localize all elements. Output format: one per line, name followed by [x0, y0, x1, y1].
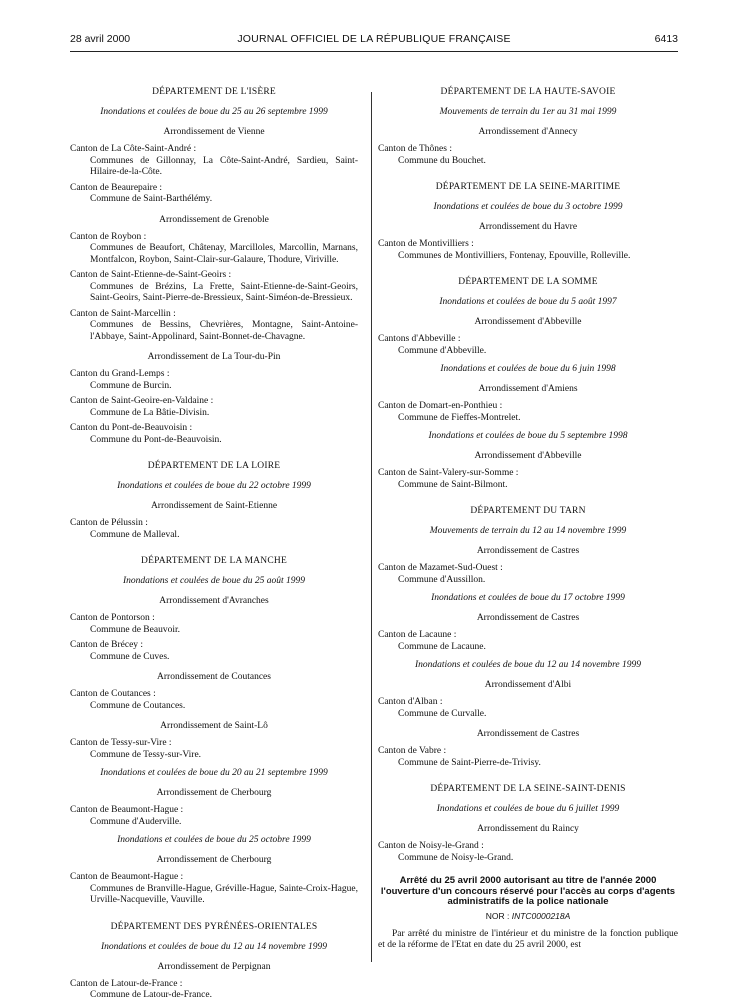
arrondissement-heading: Arrondissement de La Tour-du-Pin [147, 352, 281, 362]
communes-list: Communes de Branville-Hague, Gréville-Hague, Sainte-Croix-Hague, Urville-Nacqueville, Vauville. [90, 883, 358, 905]
journal-title: JOURNAL OFFICIEL DE LA RÉPUBLIQUE FRANÇAISE [237, 33, 511, 45]
communes-list: Commune de Malleval. [90, 529, 180, 540]
arrondissement-heading: Arrondissement d'Amiens [478, 384, 578, 394]
arrondissement-heading: Arrondissement de Perpignan [157, 961, 271, 972]
canton-name: Canton de Noisy-le-Grand : [378, 841, 484, 851]
arrondissement-heading: Arrondissement d'Annecy [478, 127, 578, 137]
communes-list: Commune de La Bâtie-Divisin. [90, 407, 210, 418]
communes-list: Commune d'Abbeville. [398, 345, 487, 356]
arrondissement-heading: Arrondissement de Cherbourg [156, 788, 272, 798]
issue-date: 28 avril 2000 [70, 33, 131, 45]
canton-entry [378, 401, 678, 424]
canton-name: Canton de Pontorson : [70, 613, 155, 623]
canton-entry [70, 805, 358, 828]
header-rule [70, 51, 678, 52]
canton-entry [70, 232, 358, 267]
communes-list: Commune de Latour-de-France. [90, 990, 212, 1000]
right-column [378, 58, 678, 952]
event-heading: Inondations et coulées de boue du 22 octobre 1999 [117, 481, 311, 491]
canton-name: Canton de Beaumont-Hague : [70, 872, 184, 882]
left-column [70, 58, 358, 1006]
event-heading: Inondations et coulées de boue du 5 septembre 1998 [428, 431, 628, 441]
canton-entry [378, 334, 678, 357]
event-heading: Inondations et coulées de boue du 3 octobre 1999 [433, 202, 623, 212]
canton-entry [70, 979, 358, 1002]
canton-entry [70, 144, 358, 179]
department-heading: DÉPARTEMENT DE LA HAUTE-SAVOIE [440, 87, 616, 97]
event-heading: Inondations et coulées de boue du 12 au 14 novembre 1999 [414, 660, 642, 670]
canton-name: Canton de Roybon : [70, 231, 147, 242]
communes-list: Communes de Brézins, La Frette, Saint-Etienne-de-Saint-Geoirs, Saint-Geoirs, Saint-Pierre-de-Bressieux, Saint-Siméon-de-Bressieux. [90, 281, 358, 303]
communes-list: Commune du Pont-de-Beauvoisin. [90, 434, 222, 445]
nor-label: NOR : [485, 910, 510, 921]
event-heading: Mouvements de terrain du 1er au 31 mai 1999 [439, 107, 617, 117]
event-heading: Inondations et coulées de boue du 25 août 1999 [122, 576, 306, 586]
canton-entry [378, 563, 678, 586]
canton-entry [70, 872, 358, 907]
page-header [70, 33, 678, 49]
arrondissement-heading: Arrondissement d'Avranches [159, 596, 269, 606]
canton-name: Canton de Saint-Etienne-de-Saint-Geoirs : [70, 270, 232, 280]
communes-list: Communes de Montivilliers, Fontenay, Epouville, Rolleville. [398, 250, 631, 261]
communes-list: Commune d'Auderville. [90, 816, 182, 827]
canton-name: Cantons d'Abbeville : [378, 334, 461, 344]
nor-code: INTC0000218A [511, 910, 571, 921]
canton-entry [70, 396, 358, 419]
department-heading: DÉPARTEMENT DE LA SOMME [458, 277, 598, 287]
communes-list: Commune de Lacaune. [398, 641, 486, 652]
canton-entry [70, 309, 358, 344]
canton-entry [70, 423, 358, 446]
arrondissement-heading: Arrondissement de Coutances [157, 672, 271, 682]
arrondissement-heading: Arrondissement de Castres [476, 729, 580, 739]
communes-list: Commune du Bouchet. [398, 155, 486, 166]
communes-list: Commune de Tessy-sur-Vire. [90, 749, 202, 760]
canton-entry [378, 239, 678, 262]
arrondissement-heading: Arrondissement de Saint-Etienne [150, 501, 278, 511]
arrondissement-heading: Arrondissement de Vienne [163, 127, 265, 137]
page-number: 6413 [654, 33, 678, 45]
communes-list: Communes de Beaufort, Châtenay, Marcilloles, Marcollin, Marnans, Montfalcon, Roybon, Saint-Clair-sur-Galaure, Thodure, Viriville. [90, 243, 358, 265]
canton-name: Canton de Thônes : [378, 144, 452, 154]
canton-name: Canton de Vabre : [378, 746, 447, 756]
canton-name: Canton de Pélussin : [70, 518, 148, 528]
canton-name: Canton de Tessy-sur-Vire : [70, 738, 172, 748]
event-heading: Inondations et coulées de boue du 12 au 14 novembre 1999 [100, 941, 328, 952]
department-heading: DÉPARTEMENT DE L'ISÈRE [152, 87, 276, 97]
canton-name: Canton du Grand-Lemps : [70, 369, 170, 379]
arrondissement-heading: Arrondissement du Havre [478, 222, 578, 232]
canton-name: Canton de Saint-Marcellin : [70, 308, 176, 319]
department-heading: DÉPARTEMENT DE LA SEINE-SAINT-DENIS [430, 784, 626, 794]
canton-entry [70, 640, 358, 663]
communes-list: Commune de Fieffes-Montrelet. [398, 412, 521, 423]
arrete-title: Arrêté du 25 avril 2000 autorisant au titre de l'année 2000 l'ouverture d'un concours réservé pour l'accès au corps d'agents administratifs de la police nationale [380, 875, 676, 907]
communes-list: Communes de Gillonnay, La Côte-Saint-André, Sardieu, Saint-Hilaire-de-la-Côte. [90, 155, 358, 177]
event-heading: Inondations et coulées de boue du 6 juin 1998 [440, 364, 616, 374]
department-heading: DÉPARTEMENT DE LA LOIRE [147, 461, 281, 471]
event-heading: Mouvements de terrain du 12 au 14 novembre 1999 [429, 526, 627, 536]
canton-entry [378, 746, 678, 769]
canton-entry [378, 144, 678, 167]
department-heading: DÉPARTEMENT DE LA SEINE-MARITIME [435, 182, 621, 192]
communes-list: Commune de Noisy-le-Grand. [398, 852, 514, 863]
canton-name: Canton de Saint-Geoire-en-Valdaine : [70, 396, 214, 406]
canton-name: Canton de Domart-en-Ponthieu : [378, 401, 503, 411]
canton-entry [70, 369, 358, 392]
communes-list: Commune de Saint-Bilmont. [398, 479, 508, 490]
event-heading: Inondations et coulées de boue du 25 au 26 septembre 1999 [100, 107, 328, 117]
arrondissement-heading: Arrondissement de Saint-Lô [160, 721, 268, 731]
arrondissement-heading: Arrondissement d'Albi [484, 680, 572, 690]
communes-list: Commune de Curvalle. [398, 708, 487, 719]
arrondissement-heading: Arrondissement d'Abbeville [474, 317, 582, 327]
canton-name: Canton de Coutances : [70, 689, 156, 699]
canton-entry [378, 468, 678, 491]
arrondissement-heading: Arrondissement de Castres [476, 546, 580, 556]
canton-name: Canton de Beaumont-Hague : [70, 805, 184, 815]
canton-name: Canton d'Alban : [378, 697, 443, 707]
communes-list: Commune de Saint-Barthélémy. [90, 194, 213, 204]
department-heading: DÉPARTEMENT DES PYRÉNÉES-ORIENTALES [110, 921, 318, 932]
nor-reference [378, 911, 678, 921]
canton-name: Canton de Mazamet-Sud-Ouest : [378, 563, 503, 573]
arrete-body: Par arrêté du ministre de l'intérieur et du ministre de la fonction publique et de la réforme de l'Etat en date du 25 avril 2000, est [378, 928, 678, 950]
right-column-list [378, 86, 678, 864]
canton-name: Canton de La Côte-Saint-André : [70, 144, 197, 154]
communes-list: Commune de Coutances. [90, 700, 186, 711]
canton-entry [70, 738, 358, 761]
canton-entry [378, 630, 678, 653]
arrondissement-heading: Arrondissement d'Abbeville [474, 451, 582, 461]
canton-name: Canton de Montivilliers : [378, 239, 474, 249]
canton-name: Canton de Saint-Valery-sur-Somme : [378, 468, 519, 478]
canton-name: Canton de Lacaune : [378, 630, 457, 640]
event-heading: Inondations et coulées de boue du 25 octobre 1999 [117, 835, 311, 845]
canton-entry [70, 689, 358, 712]
canton-name: Canton de Brécey : [70, 640, 144, 650]
canton-entry [378, 841, 678, 864]
canton-name: Canton de Latour-de-France : [70, 978, 183, 989]
column-divider [371, 92, 372, 962]
arrondissement-heading: Arrondissement de Grenoble [159, 214, 269, 225]
canton-entry [70, 518, 358, 541]
arrondissement-heading: Arrondissement du Raincy [477, 824, 579, 834]
communes-list: Communes de Bessins, Chevrières, Montagne, Saint-Antoine-l'Abbaye, Saint-Appolinard, Saint-Bonnet-de-Chavagne. [90, 320, 358, 342]
canton-entry [378, 697, 678, 720]
canton-name: Canton du Pont-de-Beauvoisin : [70, 423, 193, 433]
arrondissement-heading: Arrondissement de Castres [476, 613, 580, 623]
canton-name: Canton de Beaurepaire : [70, 182, 163, 193]
arrondissement-heading: Arrondissement de Cherbourg [156, 855, 272, 865]
communes-list: Commune de Cuves. [90, 651, 170, 662]
communes-list: Commune de Burcin. [90, 380, 172, 391]
canton-entry [70, 613, 358, 636]
communes-list: Commune de Saint-Pierre-de-Trivisy. [398, 757, 541, 768]
communes-list: Commune de Beauvoir. [90, 624, 180, 635]
event-heading: Inondations et coulées de boue du 5 août 1997 [439, 297, 617, 307]
event-heading: Inondations et coulées de boue du 6 juillet 1999 [436, 804, 620, 814]
department-heading: DÉPARTEMENT DE LA MANCHE [141, 556, 287, 566]
canton-entry [70, 183, 358, 206]
department-heading: DÉPARTEMENT DU TARN [470, 506, 586, 516]
event-heading: Inondations et coulées de boue du 17 octobre 1999 [431, 593, 625, 603]
event-heading: Inondations et coulées de boue du 20 au 21 septembre 1999 [100, 768, 328, 778]
communes-list: Commune d'Aussillon. [398, 574, 486, 585]
canton-entry [70, 270, 358, 305]
